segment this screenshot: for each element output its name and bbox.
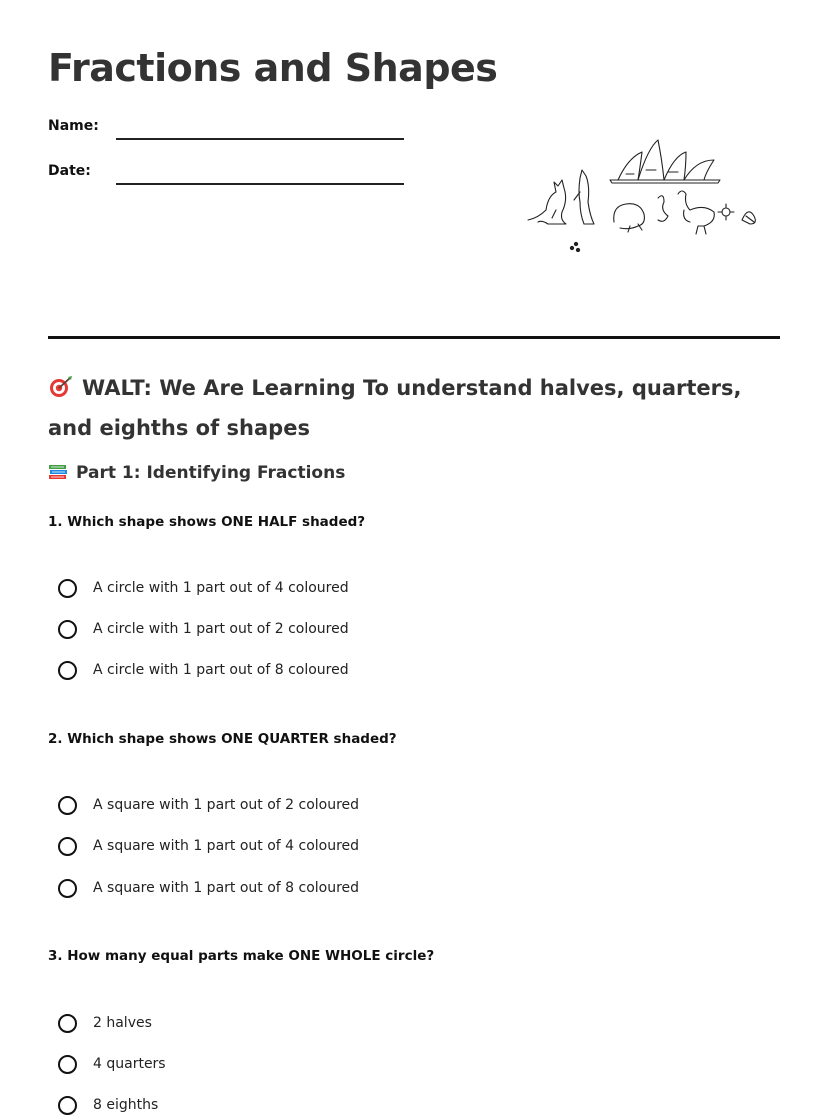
- radio-button[interactable]: [58, 837, 77, 856]
- name-field[interactable]: [116, 138, 404, 140]
- radio-button[interactable]: [58, 620, 77, 639]
- question-1: 1. Which shape shows ONE HALF shaded?: [48, 514, 366, 530]
- option-label: 2 halves: [93, 1015, 152, 1031]
- question-1-option-1[interactable]: [58, 576, 349, 600]
- radio-button[interactable]: [58, 879, 77, 898]
- question-1-option-3[interactable]: [58, 658, 349, 682]
- part-1-heading: [48, 463, 345, 486]
- radio-button[interactable]: [58, 661, 77, 680]
- question-3-option-1[interactable]: [58, 1011, 152, 1035]
- books-icon: [48, 463, 68, 486]
- question-2: 2. Which shape shows ONE QUARTER shaded?: [48, 731, 397, 747]
- option-label: A square with 1 part out of 2 coloured: [93, 797, 360, 813]
- option-label: 8 eighths: [93, 1097, 159, 1113]
- radio-button[interactable]: [58, 579, 77, 598]
- question-3-option-3[interactable]: [58, 1093, 158, 1117]
- page-title: Fractions and Shapes: [48, 46, 498, 90]
- radio-button[interactable]: [58, 796, 77, 815]
- radio-button[interactable]: [58, 1014, 77, 1033]
- walt-heading: [48, 370, 768, 446]
- walt-text: WALT: We Are Learning To understand halves, quarters, and eighths of shapes: [48, 376, 742, 440]
- option-label: A circle with 1 part out of 2 coloured: [93, 621, 349, 637]
- option-label: A circle with 1 part out of 4 coloured: [93, 580, 349, 596]
- option-label: A circle with 1 part out of 8 coloured: [93, 662, 349, 678]
- radio-button[interactable]: [58, 1096, 77, 1115]
- target-icon: [48, 374, 74, 410]
- radio-button[interactable]: [58, 1055, 77, 1074]
- question-2-option-3[interactable]: [58, 876, 359, 900]
- option-label: 4 quarters: [93, 1056, 166, 1072]
- date-label: Date:: [48, 163, 91, 179]
- date-field[interactable]: [116, 183, 404, 185]
- question-2-option-1[interactable]: [58, 793, 359, 817]
- part-1-heading-text: Part 1: Identifying Fractions: [76, 463, 346, 483]
- australia-illustration: [518, 130, 768, 260]
- section-divider: [48, 336, 780, 339]
- question-3: 3. How many equal parts make ONE WHOLE circle?: [48, 948, 435, 964]
- question-2-option-2[interactable]: [58, 834, 359, 858]
- question-1-option-2[interactable]: [58, 617, 349, 641]
- name-label: Name:: [48, 118, 99, 134]
- question-3-option-2[interactable]: [58, 1052, 166, 1076]
- option-label: A square with 1 part out of 4 coloured: [93, 838, 360, 854]
- option-label: A square with 1 part out of 8 coloured: [93, 880, 360, 896]
